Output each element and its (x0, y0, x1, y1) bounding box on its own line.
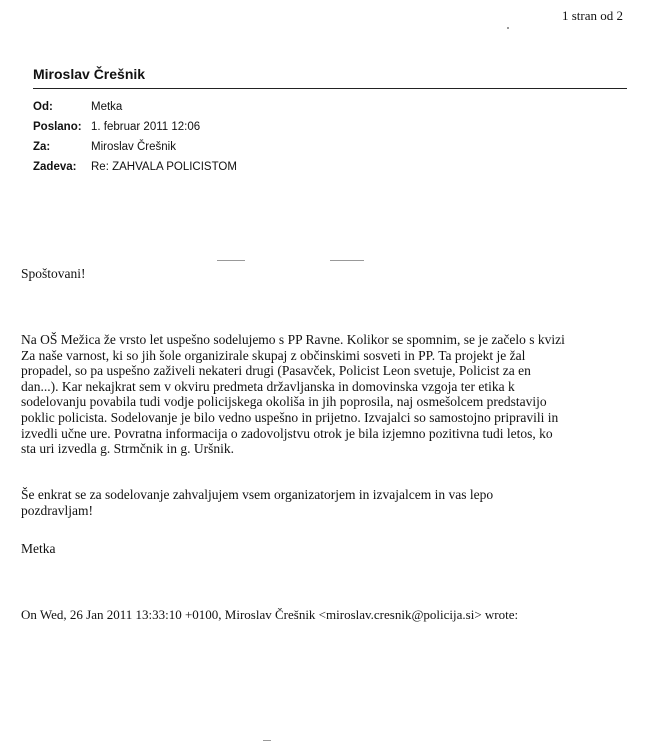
header-to-label: Za: (33, 141, 51, 153)
header-from-label: Od: (33, 101, 53, 113)
header-sent (33, 121, 200, 133)
signature: Metka (21, 541, 56, 556)
paragraph-line: sodelovanju povabila tudi vodje policijskega okoliša in jih poprosila, naj osmešolcem predstavijo (21, 394, 547, 410)
header-subject-label: Zadeva: (33, 161, 77, 173)
header-sent-value: 1. februar 2011 12:06 (91, 121, 201, 133)
greeting: Spoštovani! (21, 266, 86, 281)
paragraph-line: dan...). Kar nekajkrat sem v okviru predmeta državljanska in domovinska vzgoja ter etika k (21, 378, 515, 394)
page-number: 1 stran od 2 (562, 8, 624, 23)
header-subject (33, 161, 237, 173)
paragraph-line: izvedli učne ure. Povratna informacija o zadovoljstvu otrok je bila izjemno pozitivna tudi letos, ko (21, 425, 553, 441)
paragraph-line: pozdravljam! (21, 502, 93, 518)
header-sent-label: Poslano: (33, 121, 82, 133)
scan-speck (217, 260, 245, 261)
header-to-value: Miroslav Črešnik (91, 141, 176, 153)
header-from (33, 101, 122, 113)
header-divider (33, 88, 627, 89)
paragraph-1 (21, 332, 633, 457)
header-subject-value: Re: ZAHVALA POLICISTOM (91, 161, 237, 173)
scan-speck (263, 740, 271, 741)
paragraph-line: sta uri izvedla g. Strmčnik in g. Uršnik. (21, 441, 234, 457)
scan-speck (507, 27, 509, 29)
quote-line: On Wed, 26 Jan 2011 13:33:10 +0100, Miroslav Črešnik <miroslav.cresnik@policija.si> wrote: (21, 607, 519, 622)
paragraph-line: Še enkrat se za sodelovanje zahvaljujem vsem organizatorjem in izvajalcem in vas lepo (21, 487, 494, 502)
header-to (33, 141, 176, 153)
paragraph-line: poklic policista. Sodelovanje je bilo vedno uspešno in prijetno. Izvajalci so samostojno pripravili in (21, 409, 559, 425)
paragraph-line: Za naše varnost, ki so jih šole organizirale skupaj z občinskimi sosveti in PP. Ta projekt je žal (21, 347, 526, 363)
paragraph-2 (21, 487, 633, 518)
scan-speck (330, 260, 364, 261)
sender-name: Miroslav Črešnik (33, 66, 146, 82)
header-from-value: Metka (91, 101, 123, 113)
paragraph-line: propadel, so pa uspešno zaživeli nekateri drugi (Pasavček, Policist Leon svetuje, Policist za en (21, 363, 531, 379)
paragraph-line: Na OŠ Mežica že vrsto let uspešno sodelujemo s PP Ravne. Kolikor se spomnim, se je začelo s kvizi (21, 332, 565, 347)
